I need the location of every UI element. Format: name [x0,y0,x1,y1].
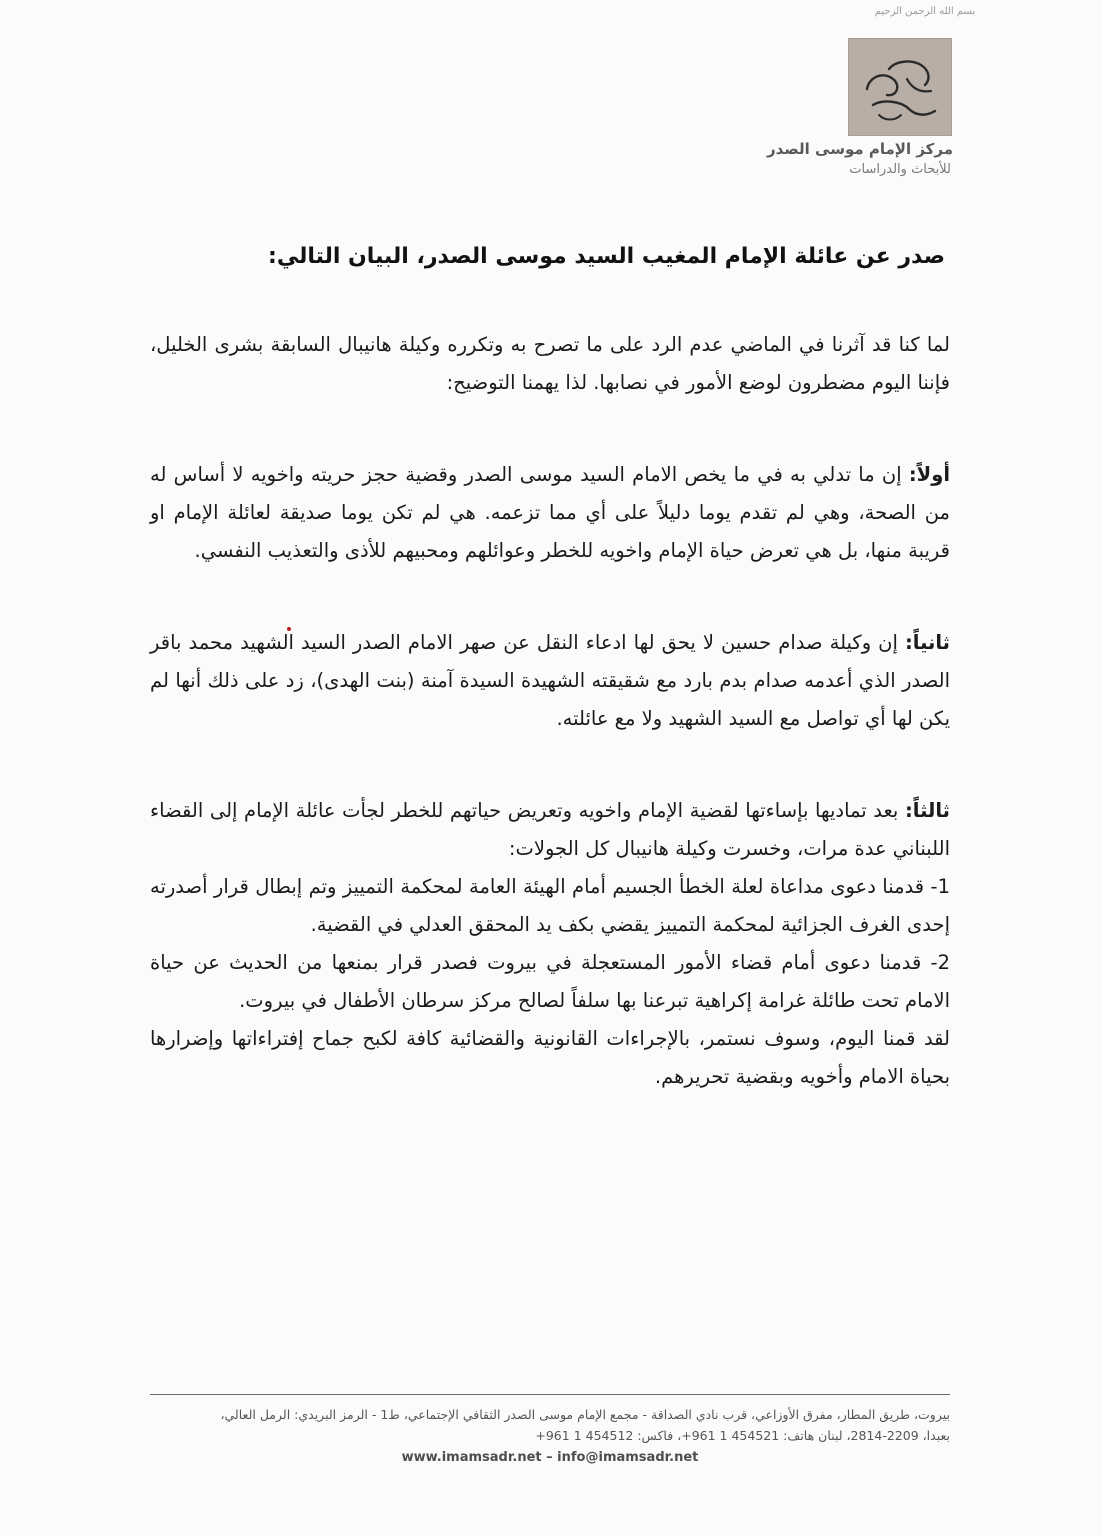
footer-address-line-1: بيروت، طريق المطار، مفرق الأوزاعي، قرب نادي الصداقة - مجمع الإمام موسى الصدر الثقافي الإجتماعي، ط1 - الرمز البريدي: الرمل العالي، [220,1407,950,1422]
center-logo-icon [848,38,952,136]
list-item-1: 1- قدمنا دعوى مداعاة لعلة الخطأ الجسيم أمام الهيئة العامة لمحكمة التمييز وتم إبطال قرار أصدرته إحدى الغرف الجزائية لمحكمة التمييز يقضي بكف يد المحقق العدلي في القضية. [150,875,950,936]
statement-body [150,326,950,1096]
footer-website-link[interactable]: www.imamsadr.net – info@imamsadr.net [401,1450,699,1465]
second-point-lead: ثانياً: [904,631,950,654]
third-point-paragraph [150,792,950,868]
list-item-2: 2- قدمنا دعوى أمام قضاء الأمور المستعجلة في بيروت فصدر قرار بمنعها من الحديث عن حياة الامام تحت طائلة غرامة إكراهية تبرعنا بها سلفاً لصالح مركز سرطان الأطفال في بيروت. [150,951,950,1012]
second-point-paragraph [150,624,950,738]
first-point-lead: أولاً: [908,463,950,486]
third-point-text: بعد تماديها بإساءتها لقضية الإمام واخويه وتعريض حياتهم للخطر لجأت عائلة الإمام إلى القضاء اللبناني عدة مرات، وخسرت وكيلة هانيبال كل الجولات: [150,799,950,860]
ink-dot [287,627,291,631]
footer-divider [150,1394,950,1395]
closing-paragraph: لقد قمنا اليوم، وسوف نستمر، بالإجراءات القانونية والقضائية كافة لكبح جماح إفتراءاتها وإضرارها بحياة الامام وأخويه وبقضية تحريرهم. [150,1027,950,1088]
intro-paragraph: لما كنا قد آثرنا في الماضي عدم الرد على ما تصرح به وتكرره وكيلة هانيبال السابقة بشرى الخليل، فإننا اليوم مضطرون لوضع الأمور في نصابها. لذا يهمنا التوضيح: [150,333,950,394]
basmala-text: بسم الله الرحمن الرحيم [874,6,976,17]
first-point-text: إن ما تدلي به في ما يخص الامام السيد موسى الصدر وقضية حجز حريته واخويه لا أساس له من الصحة، وهي لم تقدم يوما دليلاً على أي مما تزعمه. هي لم تكن يوما صديقة لعائلة الإمام او قريبة منها، بل هي تعرض حياة الإمام واخويه للخطر وعوائلهم ومحبيهم للأذى والتعذيب النفسي. [150,463,950,562]
statement-title: صدر عن عائلة الإمام المغيب السيد موسى الصدر، البيان التالي: [268,244,945,269]
footer-address-line-2: بعبدا، 2209-2814، لبنان هاتف: 454521 1 961+، فاكس: 454512 1 961+ [535,1428,950,1443]
organization-subtitle: للأبحاث والدراسات [849,162,951,177]
calligraphy-logo-icon [849,39,951,135]
first-point-paragraph [150,456,950,570]
second-point-text: إن وكيلة صدام حسين لا يحق لها ادعاء النقل عن صهر الامام الصدر السيد الشهيد محمد باقر الصدر الذي أعدمه صدام بدم بارد مع شقيقته الشهيدة السيدة آمنة (بنت الهدى)، زد على ذلك أنها لم يكن لها أي تواصل مع السيد الشهيد ولا مع عائلته. [150,631,950,730]
footer [150,1404,950,1468]
organization-name: مركز الإمام موسى الصدر [766,140,953,158]
third-point-lead: ثالثاً: [904,799,950,822]
